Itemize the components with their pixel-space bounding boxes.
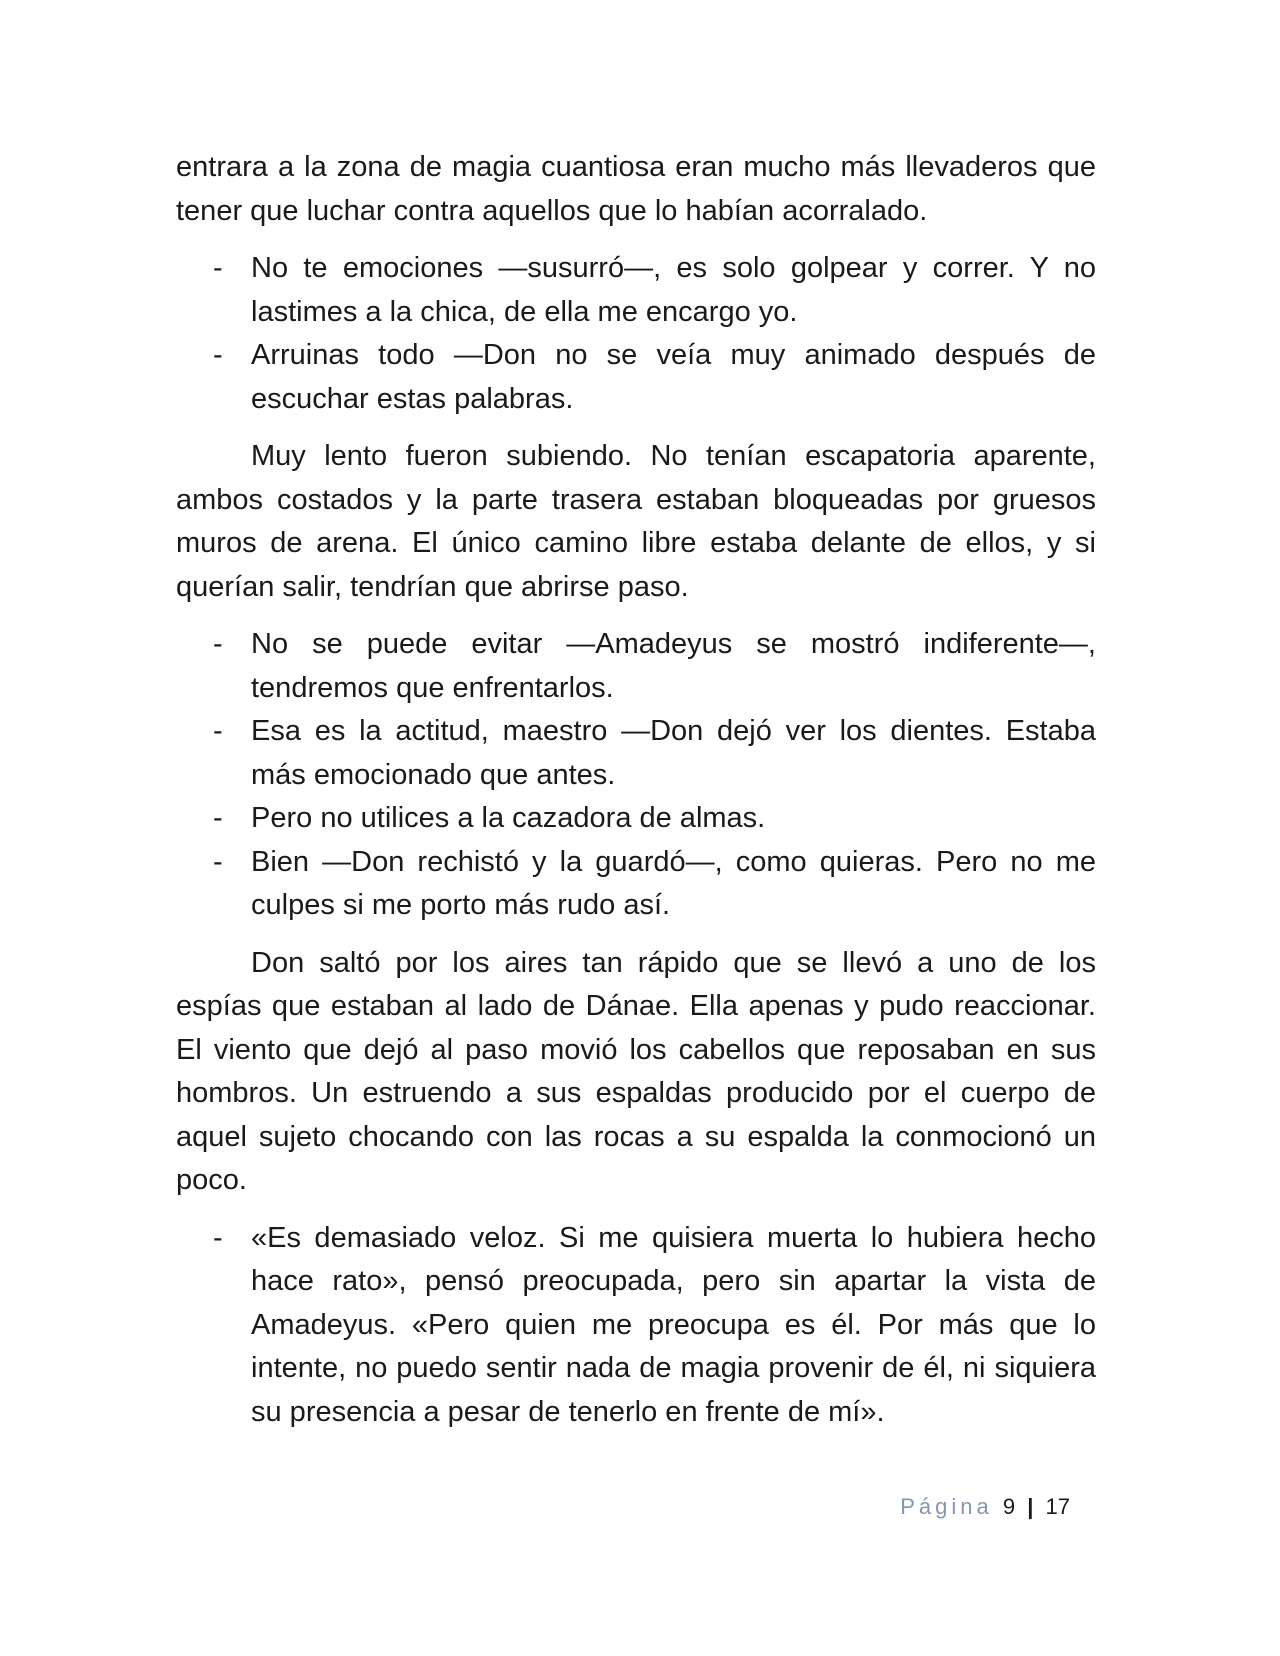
dialog-dash: - — [213, 802, 223, 834]
dialog-line — [176, 334, 1096, 421]
dialog-block-2 — [176, 623, 1096, 928]
dialog-text: Pero no utilices a la cazadora de almas. — [251, 802, 766, 834]
dialog-block-3 — [176, 1217, 1096, 1435]
dialog-line — [176, 247, 1096, 334]
paragraph-3: Don saltó por los aires tan rápido que se llevó a uno de los espías que estaban al lado de Dánae. Ella apenas y pudo reaccionar. El viento que dejó al paso movió los cabellos que reposaban en sus hombros. Un estruendo a sus espaldas producido por el cuerpo de aquel sujeto chocando con las rocas a su espalda la conmocionó un poco. — [176, 946, 1096, 1196]
dialog-line — [176, 797, 1096, 841]
dialog-text: «Es demasiado veloz. Si me quisiera muerta lo hubiera hecho hace rato», pensó preocupada, pero sin apartar la vista de Amadeyus. «Pero quien me preocupa es él. Por más que lo intente, no puedo sentir nada de magia provenir de él, ni siquiera su presencia a pesar de tenerlo en frente de mí». — [251, 1221, 1096, 1428]
page-total: 17 — [1045, 1494, 1070, 1519]
dialog-dash: - — [213, 628, 223, 660]
dialog-line — [176, 710, 1096, 797]
dialog-dash: - — [213, 252, 223, 284]
dialog-dash: - — [213, 845, 223, 878]
dialog-text: No te emociones —susurró—, es solo golpear y correr. Y no lastimes a la chica, de ella me encargo yo. — [251, 252, 1096, 328]
dialog-text: No se puede evitar —Amadeyus se mostró indiferente—, tendremos que enfrentarlos. — [251, 628, 1096, 704]
page-footer — [900, 1494, 1070, 1520]
page-content — [176, 146, 1096, 1448]
dialog-line — [176, 1217, 1096, 1435]
dialog-text: Arruinas todo —Don no se veía muy animado después de escuchar estas palabras. — [251, 339, 1096, 415]
dialog-block-1 — [176, 247, 1096, 421]
page-separator: | — [1027, 1494, 1034, 1519]
dialog-line — [176, 623, 1096, 710]
dialog-dash: - — [213, 339, 223, 371]
dialog-text: Esa es la actitud, maestro —Don dejó ver los dientes. Estaba más emocionado que antes. — [251, 715, 1096, 791]
page-label: Página — [900, 1494, 993, 1519]
dialog-dash: - — [213, 715, 223, 747]
paragraph-2: Muy lento fueron subiendo. No tenían escapatoria aparente, ambos costados y la parte trasera estaban bloqueadas por gruesos muros de arena. El único camino libre estaba delante de ellos, y si querían salir, tendrían que abrirse paso. — [176, 440, 1096, 603]
dialog-dash: - — [213, 1221, 223, 1254]
paragraph-1: entrara a la zona de magia cuantiosa eran mucho más llevaderos que tener que luchar contra aquellos que lo habían acorralado. — [176, 151, 1096, 227]
dialog-text: Bien —Don rechistó y la guardó—, como quieras. Pero no me culpes si me porto más rudo así. — [251, 845, 1096, 921]
dialog-line — [176, 841, 1096, 928]
page-number: 9 — [1002, 1494, 1016, 1519]
